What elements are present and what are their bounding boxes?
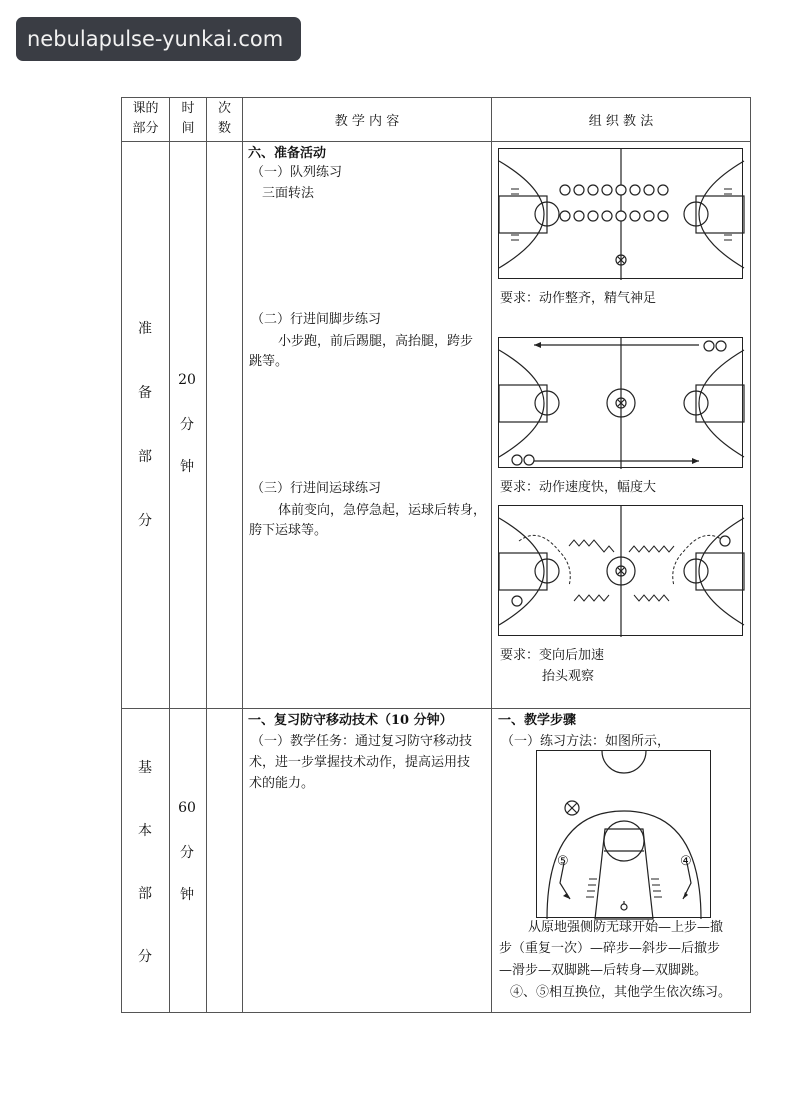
basic-time-unit: 钟 [180, 887, 194, 903]
basic-part-char: 部 [138, 886, 152, 902]
prep-time-unit: 钟 [180, 459, 194, 475]
prep-time-value: 20 [178, 372, 196, 388]
prep-s1-line: 三面转法 [262, 186, 315, 201]
prep-part-char: 备 [138, 385, 152, 401]
method-title: 一、教学步骤 [498, 713, 577, 728]
method-line2: 步（重复一次）—碎步—斜步—后撤步 [499, 941, 721, 956]
basic-line2: 术，进一步掌握技术动作，提高运用技 [249, 755, 471, 770]
table-border-bottom [121, 1012, 751, 1013]
court-lines [499, 338, 744, 469]
header-content: 教 学 内 容 [334, 114, 400, 129]
court-diagram-dribble [498, 505, 743, 636]
prep-requirement-1: 要求：动作整齐，精气神足 [500, 291, 657, 306]
col-divider-2 [206, 97, 207, 1013]
halfcourt-lines [537, 751, 712, 919]
court-diagram-formation [498, 148, 743, 279]
col-divider-4 [491, 97, 492, 1013]
method-subtitle: （一）练习方法：如图所示， [501, 734, 671, 749]
header-count: 次 数 [217, 101, 231, 136]
marker-4: ④ [680, 854, 692, 869]
prep-s2-line2: 跳等。 [249, 354, 289, 369]
prep-s3-line2: 胯下运球等。 [249, 523, 328, 538]
method-line4: ④、⑤相互换位，其他学生依次练习。 [510, 985, 732, 1000]
basic-line3: 术的能力。 [249, 776, 315, 791]
table-border-right [750, 97, 751, 1013]
marker-5: ⑤ [557, 854, 569, 869]
col-divider-1 [169, 97, 170, 1013]
prep-s1-title: （一）队列练习 [251, 165, 343, 180]
table-border-left [121, 97, 122, 1013]
col-divider-3 [242, 97, 243, 1013]
watermark: nebulapulse-yunkai.com [16, 17, 301, 61]
prep-part-char: 部 [138, 449, 152, 465]
header-time: 时 间 [181, 101, 195, 136]
method-line3: —滑步—双脚跳—后转身—双脚跳。 [499, 963, 708, 978]
prep-requirement-3: 要求：变向后加速 [500, 648, 605, 663]
prep-s3-title: （三）行进间运球练习 [251, 481, 382, 496]
prep-s2-line1: 小步跑，前后踢腿，高抬腿，跨步 [278, 334, 474, 349]
prep-requirement-3b: 抬头观察 [542, 669, 595, 684]
basic-part-char: 基 [138, 760, 152, 776]
player-circles [560, 185, 668, 221]
prep-part-char: 准 [138, 321, 152, 337]
prep-title: 六、准备活动 [248, 146, 327, 161]
header-method: 组 织 教 法 [588, 114, 654, 129]
header-part: 课的 部分 [132, 101, 159, 136]
basic-line1: （一）教学任务：通过复习防守移动技 [251, 734, 473, 749]
basic-title: 一、复习防守移动技术（10 分钟） [248, 713, 453, 728]
basic-time-value: 60 [178, 800, 196, 816]
prep-s3-line1: 体前变向，急停急起，运球后转身， [278, 503, 487, 518]
court-lines [499, 149, 744, 280]
basic-part-char: 分 [138, 949, 152, 965]
court-lines [499, 506, 744, 637]
prep-part-char: 分 [138, 513, 152, 529]
court-diagram-footwork [498, 337, 743, 468]
prep-s2-title: （二）行进间脚步练习 [251, 312, 382, 327]
method-line1: 从原地强侧防无球开始—上步—撤 [528, 920, 724, 935]
basic-part-char: 本 [138, 823, 152, 839]
table-header-bottom [121, 141, 751, 142]
table-border-top [121, 97, 751, 98]
basic-time-unit: 分 [180, 845, 194, 861]
prep-time-unit: 分 [180, 417, 194, 433]
prep-requirement-2: 要求：动作速度快，幅度大 [500, 480, 657, 495]
table-section-divider [121, 708, 751, 709]
halfcourt-diagram [536, 750, 711, 918]
